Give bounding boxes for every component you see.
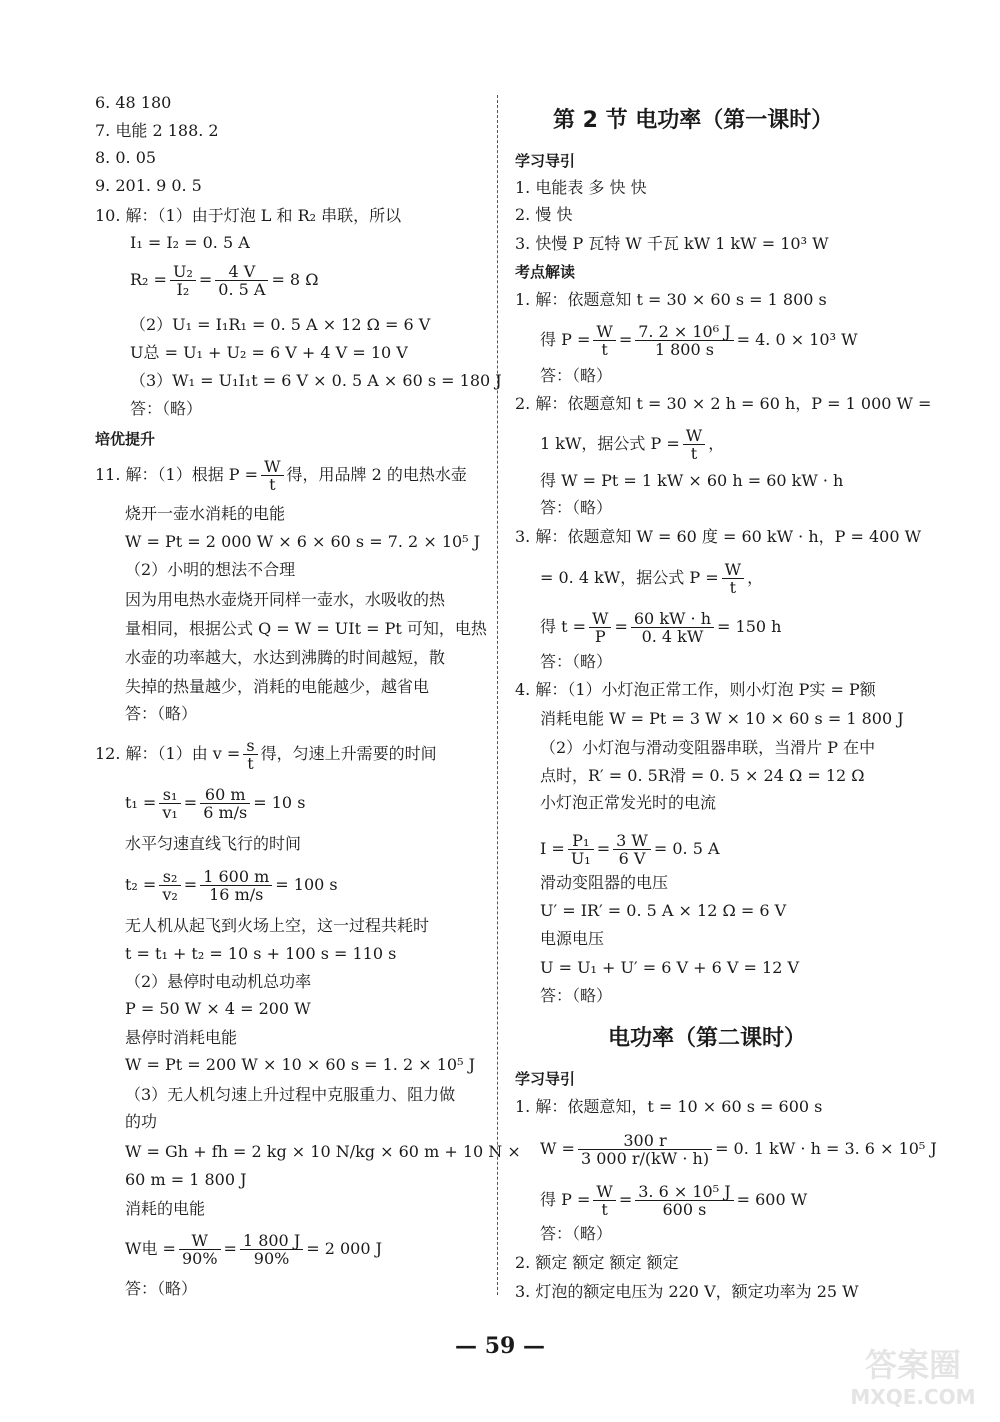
text-line: 烧开一壶水消耗的电能 (125, 504, 286, 523)
formula-line: U = U₁ + U′ = 6 V + 6 V = 12 V (540, 958, 800, 977)
section-heading: 培优提升 (95, 430, 156, 448)
formula-line: （3）W₁ = U₁I₁t = 6 V × 0. 5 A × 60 s = 180 J (130, 371, 502, 390)
answer-note: 答：（略） (125, 1279, 198, 1298)
answer-3: 3. 快慢 P 瓦特 W 千瓦 kW 1 kW = 10³ W (515, 234, 829, 253)
answer-1: 1. 解：依题意知，t = 10 × 60 s = 600 s (515, 1097, 823, 1116)
section-title: 第 2 节 电功率（第一课时） (553, 108, 834, 133)
text-line: 失掉的热量越少，消耗的电能越少，越省电 (125, 677, 430, 696)
text-line: 无人机从起飞到火场上空，这一过程共耗时 (125, 916, 430, 935)
answer-note: 答：（略） (125, 704, 198, 723)
formula-line: W = Pt = 200 W × 10 × 60 s = 1. 2 × 10⁵ J (125, 1055, 475, 1074)
answer-3: 3. 解：依题意知 W = 60 度 = 60 kW · h，P = 400 W (515, 527, 922, 546)
text-line: 水平匀速直线飞行的时间 (125, 834, 302, 853)
text-line: （2）小明的想法不合理 (125, 560, 296, 579)
formula-line: 点时，R′ = 0. 5R滑 = 0. 5 × 24 Ω = 12 Ω (540, 766, 865, 785)
formula-line: 得 P = $\frac{W}{t}$ = $\frac{\text{7. 2 × 10⁶ J}}{1 800 s}$ = 4. 0 × 10³ W (540, 322, 858, 359)
answer-7: 7. 电能 2 188. 2 (95, 121, 219, 140)
column-divider (497, 95, 498, 1295)
answer-9: 9. 201. 9 0. 5 (95, 176, 202, 195)
formula-line: 消耗电能 W = Pt = 3 W × 10 × 60 s = 1 800 J (540, 709, 904, 728)
answer-note: 答：（略） (540, 366, 613, 385)
text-line: 电源电压 (540, 929, 605, 948)
svg-text:答案圈: 答案圈 (864, 1346, 962, 1384)
watermark-logo (838, 1338, 988, 1410)
answer-10: 10. 解：（1）由于灯泡 L 和 R₂ 串联，所以 (95, 206, 402, 225)
formula-line: 得 t = $\frac{W}{P}$ = $\frac{60 kW \cdot h}{0. 4 kW}$ = 150 h (540, 609, 782, 646)
formula-line: 60 m = 1 800 J (125, 1170, 247, 1189)
answer-2: 2. 额定 额定 额定 额定 (515, 1253, 679, 1272)
formula-line: W = Pt = 2 000 W × 6 × 60 s = 7. 2 × 10⁵ J (125, 532, 481, 551)
formula-line: 1 kW，据公式 P = $\frac{W}{t}$ ， (540, 426, 725, 463)
text-line: 滑动变阻器的电压 (540, 873, 669, 892)
text-line: 因为用电热水壶烧开同样一壶水，水吸收的热 (125, 590, 446, 609)
answer-note: 答：（略） (130, 399, 203, 418)
formula-line: t = t₁ + t₂ = 10 s + 100 s = 110 s (125, 944, 397, 963)
answer-note: 答：（略） (540, 1224, 613, 1243)
answer-1: 1. 解：依题意知 t = 30 × 60 s = 1 800 s (515, 290, 827, 309)
formula-line: 得 W = Pt = 1 kW × 60 h = 60 kW · h (540, 471, 844, 490)
text-line: 水壶的功率越大，水达到沸腾的时间越短，散 (125, 648, 446, 667)
formula-line: 得 P = $\frac{W}{t}$ = $\frac{\text{3. 6 × 10⁵ J}}{600 s}$ = 600 W (540, 1182, 808, 1219)
formula-line: I = $\frac{\text{P₁}}{\text{U₁}}$ = $\frac{3 W}{6 V}$ = 0. 5 A (540, 831, 720, 868)
text-line: 消耗的电能 (125, 1199, 206, 1218)
text-line: 小灯泡正常发光时的电流 (540, 793, 717, 812)
answer-2: 2. 解：依题意知 t = 30 × 2 h = 60 h，P = 1 000 W = (515, 394, 932, 413)
formula-line: R₂ = $\frac{\text{U₂}}{\text{I₂}}$ = $\frac{4 V}{0. 5 A}$ = 8 Ω (130, 262, 319, 299)
answer-1: 1. 电能表 多 快 快 (515, 178, 647, 197)
formula-line: = 0. 4 kW，据公式 P = $\frac{W}{t}$ ， (540, 560, 764, 597)
formula-line: W电 = $\frac{W}{90\%}$ = $\frac{1 800 J}{90\%}$ = 2 000 J (125, 1231, 383, 1268)
answer-12: 12. 解：（1）由 v = $\frac{s}{t}$ 得，匀速上升需要的时间 (95, 736, 437, 773)
formula-line: I₁ = I₂ = 0. 5 A (130, 233, 250, 252)
formula-line: P = 50 W × 4 = 200 W (125, 999, 311, 1018)
formula-line: U′ = IR′ = 0. 5 A × 12 Ω = 6 V (540, 901, 787, 920)
answer-4: 4. 解：（1）小灯泡正常工作，则小灯泡 P实 = P额 (515, 680, 876, 699)
formula-line: t₂ = $\frac{\text{s₂}}{\text{v₂}}$ = $\frac{1 600 m}{16 m/s}$ = 100 s (125, 867, 338, 904)
section-title: 电功率（第二课时） (608, 1026, 807, 1051)
text-line: （2）小灯泡与滑动变阻器串联，当滑片 P 在中 (540, 738, 876, 757)
answer-2: 2. 慢 快 (515, 205, 573, 224)
answer-11: 11. 解：（1）根据 P = $\frac{W}{t}$ 得，用品牌 2 的电热水壶 (95, 457, 467, 494)
formula-line: W = Gh + fh = 2 kg × 10 N/kg × 60 m + 10 N × (125, 1142, 521, 1161)
formula-line: t₁ = $\frac{\text{s₁}}{\text{v₁}}$ = $\frac{60 m}{6 m/s}$ = 10 s (125, 785, 306, 822)
section-heading: 学习导引 (515, 1070, 576, 1088)
answer-6: 6. 48 180 (95, 93, 172, 112)
svg-text:MXQE.COM: MXQE.COM (850, 1385, 976, 1409)
formula-line: U总 = U₁ + U₂ = 6 V + 4 V = 10 V (130, 343, 408, 362)
text-line: （2）悬停时电动机总功率 (125, 972, 312, 991)
page-number: — 59 — (455, 1333, 545, 1359)
formula-line: W = $\frac{300 r}{3 000 r/(kW \cdot h)}$ = 0. 1 kW · h = 3. 6 × 10⁵ J (540, 1131, 937, 1168)
answer-note: 答：（略） (540, 652, 613, 671)
answer-note: 答：（略） (540, 498, 613, 517)
section-heading: 考点解读 (515, 263, 576, 281)
section-heading: 学习导引 (515, 152, 576, 170)
text-line: （3）无人机匀速上升过程中克服重力、阻力做 (125, 1085, 456, 1104)
text-line: 悬停时消耗电能 (125, 1028, 238, 1047)
answer-8: 8. 0. 05 (95, 148, 157, 167)
answer-3: 3. 灯泡的额定电压为 220 V，额定功率为 25 W (515, 1282, 859, 1301)
answer-note: 答：（略） (540, 986, 613, 1005)
text-line: 的功 (125, 1112, 158, 1131)
text-line: 量相同，根据公式 Q = W = UIt = Pt 可知，电热 (125, 619, 487, 638)
formula-line: （2）U₁ = I₁R₁ = 0. 5 A × 12 Ω = 6 V (130, 315, 431, 334)
